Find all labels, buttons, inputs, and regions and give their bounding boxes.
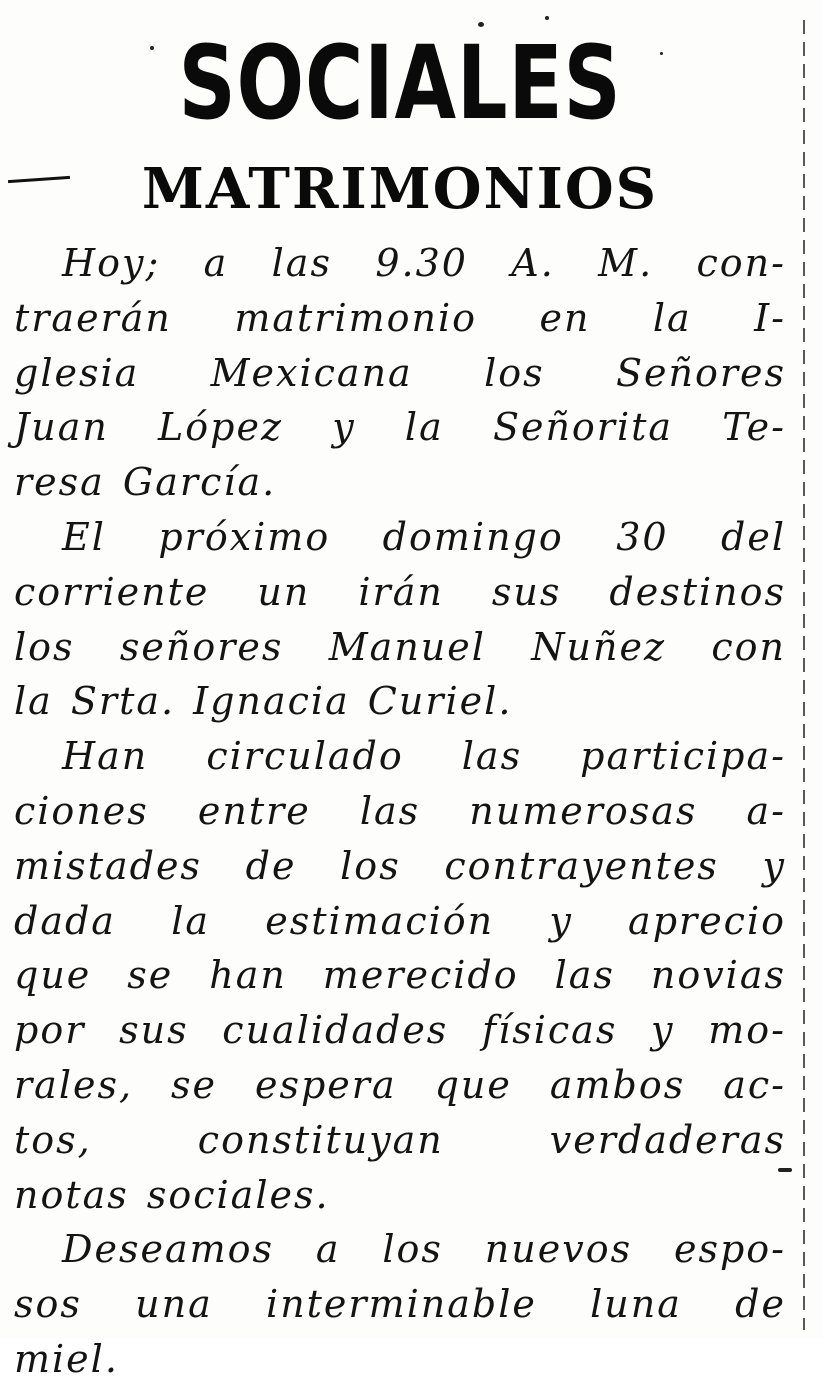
- section-subtitle: MATRIMONIOS: [141, 156, 659, 222]
- article-line: tos, constituyan verdaderas: [14, 1117, 786, 1162]
- article-line: miel.: [14, 1336, 119, 1381]
- article-line: la Srta. Ignacia Curiel.: [14, 679, 513, 724]
- article-line: traerán matrimonio en la I-: [14, 295, 786, 340]
- article-line: sos una interminable luna de: [14, 1282, 786, 1327]
- article-body: [14, 236, 786, 1387]
- article-line: por sus cualidades físicas y mo-: [14, 1008, 786, 1053]
- article-line: Han circulado las participa-: [62, 734, 786, 779]
- article-line: Juan López y la Señorita Te-: [14, 405, 786, 450]
- ink-speck: [545, 16, 549, 20]
- article-line: resa García.: [14, 460, 277, 505]
- article-line: ciones entre las numerosas a-: [14, 788, 786, 833]
- section-title: SOCIALES: [178, 24, 622, 143]
- column-rule: [803, 20, 805, 1330]
- article-line: dada la estimación y aprecio: [14, 898, 786, 943]
- article-line: notas sociales.: [14, 1172, 330, 1217]
- article-line: corriente un irán sus destinos: [14, 569, 786, 614]
- article-line: mistades de los contrayentes y: [14, 843, 786, 888]
- article-line: los señores Manuel Nuñez con: [14, 624, 786, 669]
- article-line: El próximo domingo 30 del: [62, 514, 786, 559]
- article-line: glesia Mexicana los Señores: [14, 350, 786, 395]
- article-line: Deseamos a los nuevos espo-: [62, 1227, 786, 1272]
- article-line: que se han merecido las novias: [14, 953, 786, 998]
- article-line: Hoy; a las 9.30 A. M. con-: [62, 241, 786, 285]
- article-line: rales, se espera que ambos ac-: [14, 1062, 786, 1107]
